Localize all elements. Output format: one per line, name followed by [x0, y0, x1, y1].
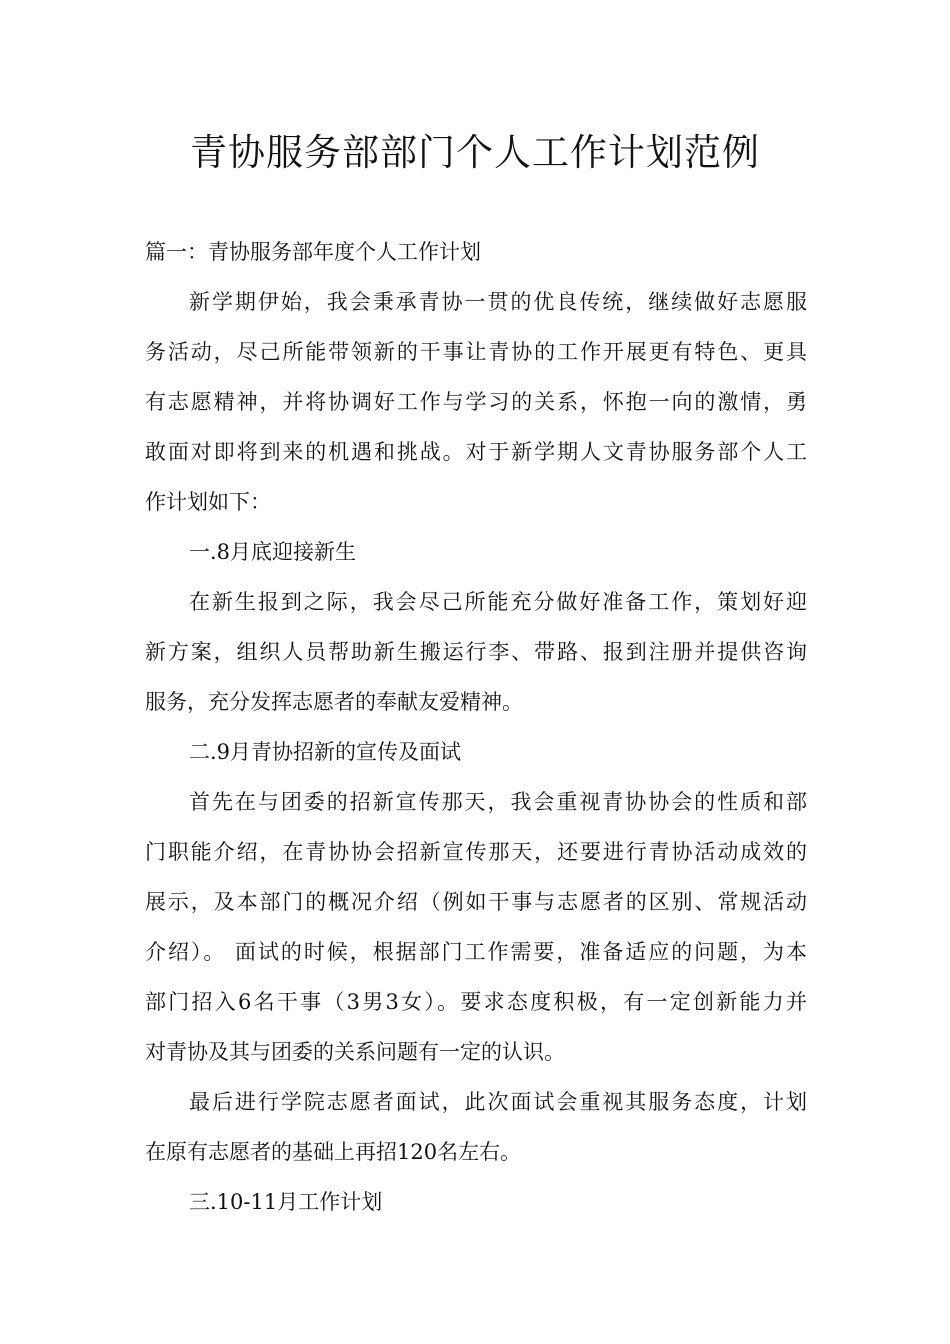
paragraph-line: 最后进行学院志愿者面试，此次面试会重视其服务态度，计划 [189, 1090, 807, 1114]
paragraph-line: 有志愿精神，并将协调好工作与学习的关系，怀抱一向的激情，勇 [145, 390, 807, 414]
paragraph-line: 新学期伊始，我会秉承青协一贯的优良传统，继续做好志愿服 [189, 290, 807, 314]
paragraph-line: 作计划如下： [145, 490, 271, 514]
paragraph-line: 介绍）。 面试的时候，根据部门工作需要，准备适应的问题，为本 [145, 940, 807, 964]
paragraph-line: 门职能介绍，在青协协会招新宣传那天，还要进行青协活动成效的 [145, 840, 807, 864]
paragraph-line: 敢面对即将到来的机遇和挑战。对于新学期人文青协服务部个人工 [145, 440, 807, 464]
document-title: 青协服务部部门个人工作计划范例 [190, 131, 760, 174]
paragraph-line: 首先在与团委的招新宣传那天，我会重视青协协会的性质和部 [189, 790, 807, 814]
paragraph-line: 新方案，组织人员帮助新生搬运行李、带路、报到注册并提供咨询 [145, 640, 807, 664]
section-heading: 篇一：青协服务部年度个人工作计划 [145, 240, 481, 264]
paragraph-line: 服务，充分发挥志愿者的奉献友爱精神。 [145, 690, 523, 714]
document-body [145, 227, 807, 1227]
item-heading: 三.10-11月工作计划 [189, 1190, 383, 1214]
paragraph-line: 展示，及本部门的概况介绍（例如干事与志愿者的区别、常规活动 [145, 890, 807, 914]
item-heading: 二.9月青协招新的宣传及面试 [189, 740, 462, 764]
paragraph-line: 务活动，尽己所能带领新的干事让青协的工作开展更有特色、更具 [145, 340, 807, 364]
paragraph-line: 部门招入6名干事（3男3女）。要求态度积极，有一定创新能力并 [145, 990, 807, 1014]
paragraph-line: 对青协及其与团委的关系问题有一定的认识。 [145, 1040, 565, 1064]
paragraph-line: 在原有志愿者的基础上再招120名左右。 [145, 1140, 522, 1164]
item-heading: 一.8月底迎接新生 [189, 540, 357, 564]
paragraph-line: 在新生报到之际，我会尽己所能充分做好准备工作，策划好迎 [189, 590, 807, 614]
